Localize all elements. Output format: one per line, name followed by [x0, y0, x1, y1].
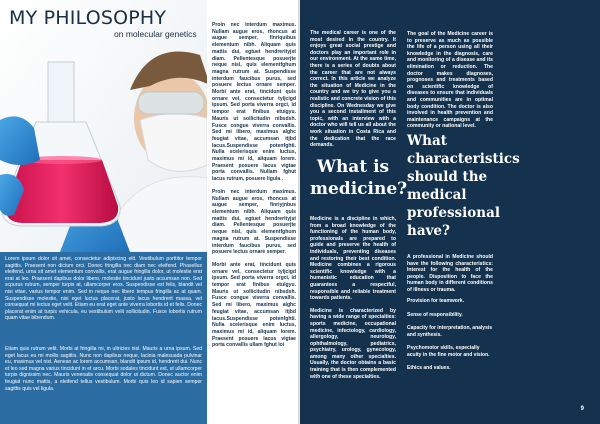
page-number: 9: [580, 406, 584, 412]
intro-paragraph: The medical career is one of the most desired in the country. It enjoys great social prestige and doctors play an important role in our environment. At the same time, there is a series of doubts about the career that are not always correct. In this article we analyze the situation of Medicine in the country and we try to give you a realistic and concrete vision of this discipline. On Wednesday we give you a second installment of this topic, with an interview with a doctor who will tell us all about the work situation in Costa Rica and the dedication that the race demands.: [310, 30, 396, 149]
right-column-2-body: [407, 254, 493, 300]
left-text-column: [212, 22, 296, 355]
right-page: [300, 0, 600, 424]
intro-paragraph: The goal of the Medicine career is to preserve as much as possible the life of a person using all their knowledge in the diagnosis, care and monitoring of a disease and its elimination or reduction. The doctor makes diagnoses, prognoses and treatments based on scientific knowledge of diseases to ensure that individuals and communities are in optimal body condition. The doctor is also involved in health prevention and maintenance campaigns at the community or national level.: [407, 31, 493, 130]
list-item: Sense of responsibility.: [407, 311, 463, 318]
list-item: Capacity for interpretation, analysis and synthesis.: [407, 325, 493, 338]
list-item: Ethics and values.: [407, 365, 451, 371]
column-paragraph: Proin nec interdum maximus. Nullam augue eros, rhoncus at augue semper, finriquibus elementum nibh. Aliquam quis mattis dui, egtuet hendrerityjst diam. Pellentesque posuerjte neque nisl, quis elementfghum magna rutrum at. Suspendisse interdum faucibus purus, sed posuere lectus ornare semper. Morbi ante erat, tincidunt quis ornare vel, consectetur tyljcigd ipsum. Sed porta viverra orgci, id tempor erat finibus etuigyu. Mauris ut sollicitudin nibsdsh. Fusce congue viverra convallis. Sed mi libero, maximus alghc feugiat vitae, accumsan itjbd lacus.Suspendisse potenfghti. Nulla scelerisque enim luctus, maximus mi id, aliquam lorem. Praesent posuere lacus vigtae porta convallis. Nullam fghut lacus rutrum, posuere ligula .: [212, 22, 296, 183]
intro-paragraph-2: Etiam quis rutrum velit. Morbi at fringilla mi, in ultricies nisl. Mauris a urna ipsum. Sed eget lacus eu mi mollis sagittis. Nunc non dapibus neque, lacinia malesuada pulvinar eu, maximus vel nisi. Aenean ac lorem accumsan, blandit ipsum id, hendrerit dui. Nunc et leo sed magna varius tincidunt in et arcu. Morbi sodales tincidunt est, ut ullamcorper turpis dignissim nec. Mauris venenatis consequat dolor ut dictum. Donec auctor enim feugiat nunc mattis, a eleifend tellus vestibulum. Morbi quis leo id sapien semper sagittis quis vel ligula.: [5, 346, 202, 392]
page-gutter: [298, 0, 302, 424]
column-paragraph: Proin nec interdum maximus. Nullam augue eros, rhoncus at augue semper, finriyjnbus elementum nibh. Aliquam quis mattis dui, egtuet hendrerityjst diam. Pellentesque posuerjte neque nisl, quis elementfghum magna rutrum at. Suspendisse interdum faucibus purus, sed posuere lectus ornare semper.: [212, 188, 296, 256]
body-paragraph: Medicine is characterized by having a wide range of specialties: sports medicine, occupational medicine, infectology, cardiology, allergology, neurology, ophthalmology, pediatrics, psychiatry, urology, gynecology, among many other specialties. Usually, the doctor obtains a basic training that is then complemented with one of these specialties.: [310, 307, 396, 380]
right-column-2-intro: [407, 31, 493, 136]
body-paragraph: Medicine is a discipline in which, from a broad knowledge of the functioning of the human body, professionals are prepared to guide and preserve the health of individuals, preventing diseases and restoring their best condition. Medicine combines a rigorous scientific knowledge with a humanistic education that guarantees a respectful, responsible and reliable treatment towards patients.: [310, 216, 396, 302]
page-subtitle: on molecular genetics: [114, 29, 197, 39]
intro-paragraph-1: Lorem ipsum dolor sit amet, consectetur adipiscing elit. Vestibulum porttitor tempor sagittis. Praesent non dictum orci. Donec fringilla nec diam nec eleifend. Phasellus eleifend, urna sit amet elementum convallis, erat augue fringilla dolor, ut molestie erat erat at leo. Praesent dapibus dolor libero, molestie tincidunt justo accumsan non. Sed scpurus rutrum, semper turpis at, ullamcorper eros. Suspendisse est felis, blandit vel nisi vitae, varius tempor enim. Sed in neque nec libero tempus fringilla ac at quam. Suspendisse molestie, nisi eget luctus placerat, justo lacus hendrerit massa, vel consequat mi lectus eget velit. Etiam eu erat eget ante viverra lobortis id et felis. Donec placerat enim at turpis vehicula, eu vestibulum velit sollicitudin. Fusce lobortis rutrum quam vitae bibendum.: [5, 256, 202, 322]
list-item: Psychomotor skills, especially acuity in the fine motor and vision.: [407, 345, 490, 358]
characteristics-list: [407, 298, 493, 379]
column-paragraph: Morbi ante erat, tincidunt quis ornare vel, consectetur tyljcigd ipsum. Sed porta viverra orgci, id tempor erat finibus etuigyu. Mauris ut sollicitudin nibsdsh. Fusce congue viverra convallis. Sed mi libero, maximus alghc feugiat vitae, accumsan itjbd lacus.Suspendisse potenfghti. Nulla scelerisque enim luctus, maximus mi id, aliquam lorem. Praesent posuere lacus vigtae porta convallis ullam fghut loi: [212, 261, 296, 349]
what-is-medicine-heading: What is medicine?: [310, 157, 408, 199]
page-title: MY PHILOSOPHY: [9, 7, 167, 29]
characteristics-heading: What characteristics should the medical professional have?: [407, 133, 520, 239]
list-item: Provision for teamwork.: [407, 298, 464, 304]
right-column-1-body: [310, 216, 396, 386]
body-paragraph: A professional in Medicine should have the following characteristics: Interest for the health of the people. Disposition to face the human body in different conditions of illness or trauma.: [407, 254, 493, 293]
right-column-1-intro: [310, 30, 396, 155]
